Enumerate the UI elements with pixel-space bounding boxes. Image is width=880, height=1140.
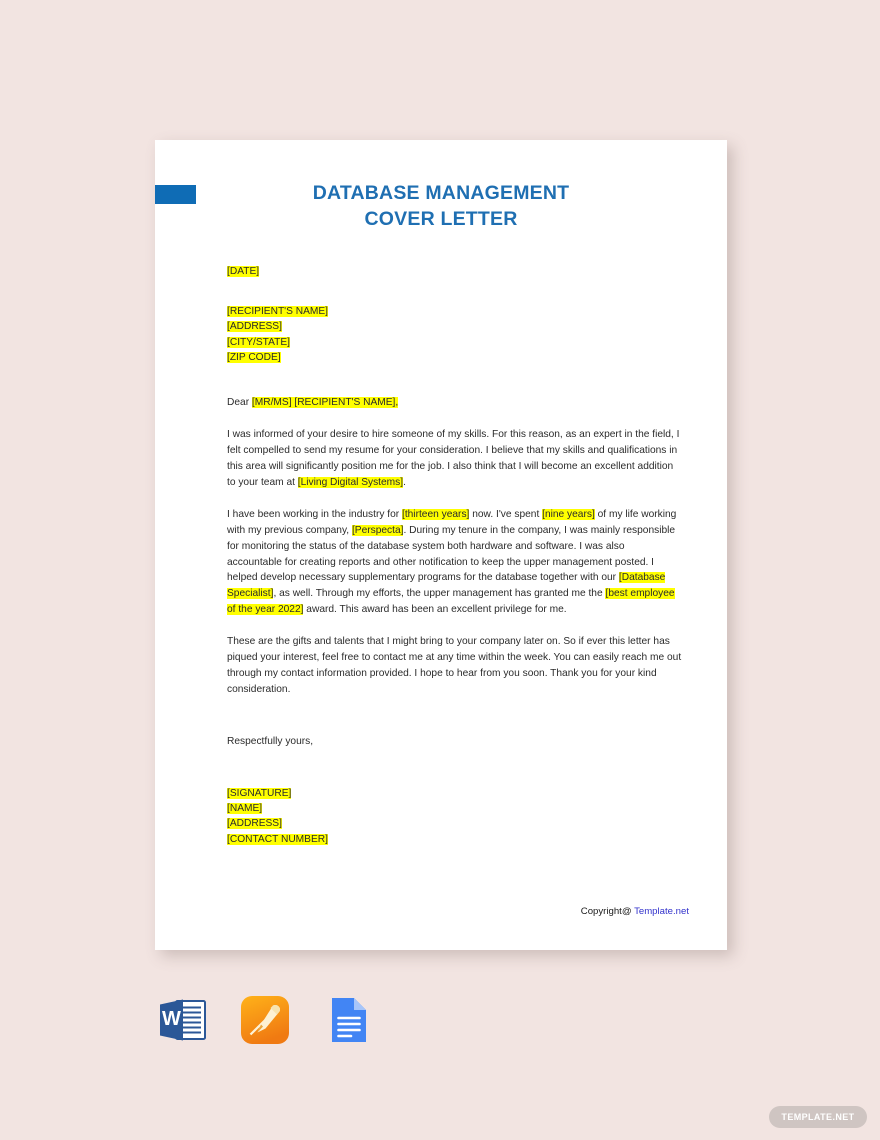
paragraph-1-part2: . — [403, 476, 406, 488]
format-icons-row — [155, 988, 395, 1052]
paragraph-1 — [227, 427, 682, 491]
paragraph-2-part2: now. I've spent — [469, 508, 543, 520]
paragraph-2-years-industry: [thirteen years] — [401, 508, 470, 520]
copyright-prefix: Copyright@ — [580, 906, 635, 917]
sender-contact-placeholder: [CONTACT NUMBER] — [227, 833, 328, 845]
apple-pages-icon[interactable] — [237, 992, 293, 1048]
sender-name-placeholder: [NAME] — [227, 803, 263, 815]
watermark-label: TEMPLATE.NET — [781, 1112, 855, 1122]
paragraph-1-part1: I was informed of your desire to hire someone of my skills. For this reason, as an expert in the field, I felt compelled to send my resume for your consideration. I believe that my skills and qualifications in this area will significantly position me for the job. I also think that I will become an excellent addition to your team at — [227, 429, 680, 488]
paragraph-2-part6: award. This award has been an excellent privilege for me. — [303, 604, 567, 616]
page-title-line1: DATABASE MANAGEMENT — [312, 182, 570, 204]
paragraph-3: These are the gifts and talents that I might bring to your company later on. So if ever this letter has piqued your interest, feel free to contact me at any time within the week. You can easily reach me out through my contact information provided. I hope to hear from you soon. Thank you for your kind consideration. — [227, 636, 682, 695]
recipient-name-placeholder: [RECIPIENT'S NAME] — [227, 305, 329, 317]
paragraph-2-years-company: [nine years] — [542, 508, 595, 520]
page-title-line2: COVER LETTER — [364, 208, 518, 230]
letter-body — [227, 264, 682, 847]
paragraph-2-part3: of my life working with my previous company, — [227, 508, 677, 536]
recipient-city-state-line — [227, 335, 682, 350]
sender-name-line — [227, 801, 682, 816]
google-docs-icon[interactable] — [319, 992, 375, 1048]
accent-bar — [155, 185, 196, 204]
paragraph-2-part5: , as well. Through my efforts, the upper management has granted me the — [273, 588, 606, 600]
template-net-watermark — [769, 1106, 867, 1128]
paragraph-2-role: [Database Specialist] — [227, 572, 666, 600]
recipient-zip-placeholder: [ZIP CODE] — [227, 352, 281, 364]
svg-text:W: W — [162, 1008, 181, 1030]
signature-placeholder: [SIGNATURE] — [227, 787, 292, 799]
salutation-prefix: Dear — [227, 397, 252, 409]
recipient-name-line — [227, 304, 682, 319]
spacer-after-paragraph-2 — [227, 618, 682, 634]
spacer-after-closing — [227, 750, 682, 786]
spacer-after-address — [227, 365, 682, 395]
copyright-footer — [581, 906, 689, 917]
paragraph-2-previous-company: [Perspecta] — [351, 524, 404, 536]
paragraph-1-company: [Living Digital Systems] — [297, 476, 404, 488]
sender-address-placeholder: [ADDRESS] — [227, 818, 282, 830]
paragraph-2-award: [best employee of the year 2022] — [227, 588, 675, 616]
paragraph-2-part4: . During my tenure in the company, I was mainly responsible for monitoring the status of the database system both hardware and software. I was also accountable for creating reports and other notification to keep the upper management posted. I helped develop necessary supplementary programs for the database together with our — [227, 524, 676, 584]
template-net-link[interactable]: Template.net — [634, 906, 689, 917]
paragraph-2 — [227, 507, 682, 618]
recipient-address-placeholder: [ADDRESS] — [227, 321, 282, 333]
date-line — [227, 264, 682, 280]
page-title — [225, 180, 657, 232]
sender-address-line — [227, 816, 682, 831]
sender-contact-line — [227, 832, 682, 847]
apple-pages-icon-svg — [237, 992, 293, 1048]
spacer-after-paragraph-1 — [227, 491, 682, 507]
salutation-line — [227, 395, 682, 411]
paragraph-2-part1: I have been working in the industry for — [227, 508, 402, 520]
spacer-after-date — [227, 280, 682, 304]
date-placeholder: [DATE] — [227, 266, 260, 277]
closing-line: Respectfully yours, — [227, 735, 314, 747]
recipient-address-line — [227, 319, 682, 334]
recipient-city-state-placeholder: [CITY/STATE] — [227, 336, 291, 348]
microsoft-word-icon[interactable] — [155, 992, 211, 1048]
google-docs-icon-svg — [319, 992, 375, 1048]
recipient-zip-line — [227, 350, 682, 365]
signature-placeholder-line — [227, 786, 682, 801]
spacer-after-paragraph-3 — [227, 698, 682, 734]
document-page — [155, 140, 727, 950]
salutation-placeholder: [MR/MS] [RECIPIENT'S NAME], — [251, 397, 399, 409]
spacer-after-salutation — [227, 411, 682, 427]
microsoft-word-icon-svg — [155, 992, 211, 1048]
